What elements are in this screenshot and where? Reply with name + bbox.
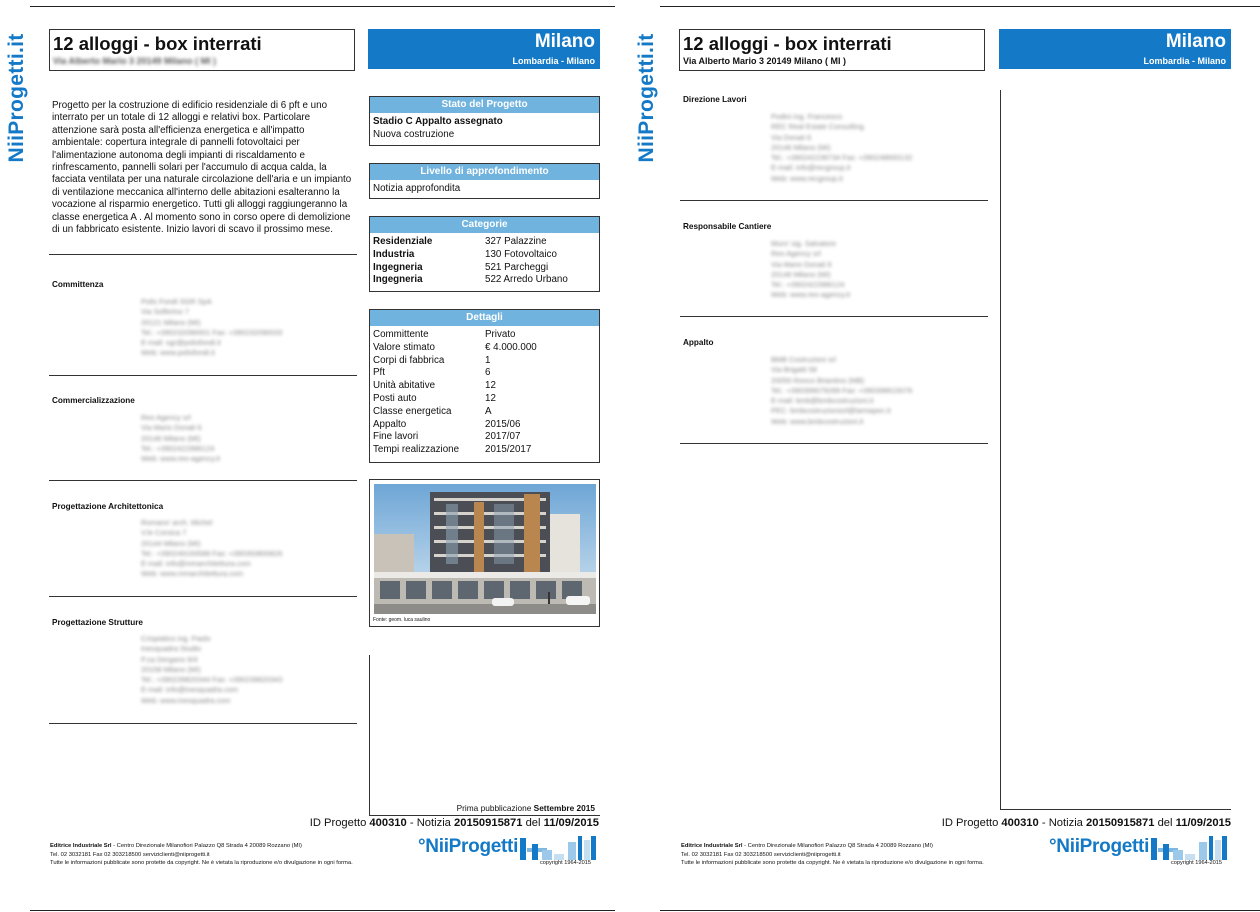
dettaglio-value: 6 — [485, 367, 491, 379]
del-label: del — [1157, 817, 1173, 829]
column-border — [369, 655, 370, 816]
categoria-key: Residenziale — [373, 236, 433, 247]
panel-header: Categorie — [370, 217, 599, 233]
contact-line: Via Donati 6 — [771, 132, 812, 142]
contact-line: PEC: bmbcostruzionisrl@lamiapec.it — [771, 406, 891, 416]
divider — [680, 443, 988, 444]
region-name: Lombardia - Milano — [512, 56, 595, 66]
project-address: Via Alberto Mario 3 20149 Milano ( MI ) — [53, 56, 217, 66]
panel-header: Livello di approfondimento — [370, 164, 599, 180]
notizia-date: 11/09/2015 — [543, 817, 599, 829]
contact-line: 20050 Ronco Briantino (MB) — [771, 375, 865, 385]
categoria-key: Industria — [373, 248, 415, 260]
contact-line: E-mail: sgr@polisfondi.it — [141, 338, 221, 348]
dettaglio-row — [373, 367, 596, 380]
top-rule — [30, 6, 615, 7]
divider — [49, 375, 357, 376]
panel-dettagli — [369, 309, 600, 463]
panel-body — [370, 180, 599, 196]
skyline-logo-icon — [1151, 836, 1229, 860]
divider — [49, 596, 357, 597]
contact-line: Inesquadra Studio — [141, 644, 201, 654]
dettaglio-row — [373, 342, 596, 355]
vertical-brand — [636, 30, 658, 165]
categoria-key: Ingegneria — [373, 261, 423, 273]
contact-block-commercializzazione — [141, 413, 220, 464]
first-publication-value: Settembre 2015 — [533, 803, 595, 813]
contact-line: 20144 Milano (MI) — [141, 538, 201, 548]
dettaglio-value: 2015/06 — [485, 418, 521, 430]
panel-body — [370, 113, 599, 142]
divider — [49, 723, 357, 724]
publisher-footer — [50, 842, 353, 868]
section-heading-progettazione-architettonica: Progettazione Architettonica — [52, 502, 164, 511]
dettaglio-row — [373, 419, 596, 432]
contact-line: E-mail: info@inesquadra.com — [141, 685, 239, 695]
bottom-rule — [30, 910, 615, 911]
divider — [369, 815, 600, 816]
stato-type: Nuova costruzione — [373, 128, 455, 140]
vertical-brand-text: NiiProgetti.it — [635, 32, 658, 163]
del-label: del — [525, 817, 541, 829]
city-box — [368, 29, 600, 69]
contact-line: Web: www.inesquadra.com — [141, 695, 231, 705]
dettaglio-key: Posti auto — [373, 392, 417, 404]
project-address: Via Alberto Mario 3 20149 Milano ( MI ) — [683, 56, 847, 66]
copyright-notice: Tutte le informazioni pubblicate sono protette da copyright. Ne è vietata la riproduzione e/o divulgazione in ogni forma. — [50, 860, 353, 867]
project-id-line — [942, 817, 1231, 829]
copyright-notice: Tutte le informazioni pubblicate sono protette da copyright. Ne è vietata la riproduzione e/o divulgazione in ogni forma. — [681, 860, 984, 867]
top-rule — [660, 6, 1260, 7]
divider — [680, 200, 988, 201]
contact-line: 20121 Milano (MI) — [141, 317, 201, 327]
project-title: 12 alloggi - box interrati — [683, 33, 892, 54]
contact-line: Romano' arch. Michel — [141, 518, 213, 527]
dettaglio-value: 2015/2017 — [485, 444, 532, 456]
dettaglio-value: Privato — [485, 329, 516, 340]
notizia-id: 20150915871 — [1086, 817, 1155, 829]
divider — [1000, 809, 1231, 810]
contact-block-committenza — [141, 297, 282, 359]
city-name: Milano — [534, 31, 595, 52]
contact-line: Web: www.bmbcostruzioni.it — [771, 416, 864, 426]
project-title: 12 alloggi - box interrati — [53, 33, 262, 54]
contact-block-direzione-lavori — [771, 112, 912, 184]
dettaglio-key: Committente — [373, 329, 429, 340]
vertical-brand — [6, 30, 28, 165]
dettaglio-value: 12 — [485, 380, 496, 392]
title-box — [49, 29, 355, 71]
dettaglio-value: A — [485, 405, 492, 417]
bottom-rule — [660, 910, 1260, 911]
first-publication-label: Prima pubblicazione — [456, 803, 532, 813]
building-rendering — [374, 484, 596, 614]
contact-line: Tel.: +390239820344 Fax: +390239820343 — [141, 675, 283, 685]
contact-line: Tel.: +3902422996124 — [141, 443, 215, 453]
contact-line: V.le Corsica 7 — [141, 528, 187, 538]
publisher-address: - Centro Direzionale Milanofiori Palazzo Q8 Strada 4 20089 Rozzano (MI) — [111, 843, 302, 849]
dettaglio-row — [373, 431, 596, 444]
contact-block-progettazione-architettonica — [141, 518, 282, 580]
contact-line: Tel.: +390232090001 Fax: +390232090033 — [141, 327, 283, 337]
categoria-value: 327 Palazzine — [485, 236, 547, 247]
project-id: 400310 — [1001, 817, 1039, 829]
section-heading-direzione-lavori: Direzione Lavori — [683, 95, 747, 104]
copyright-year: copyright 1964-2015 — [1171, 860, 1223, 866]
contact-block-appalto — [771, 355, 912, 427]
panel-header: Stato del Progetto — [370, 97, 599, 113]
contact-line: Web: www.mmarchitettura.com — [141, 569, 244, 579]
column-border — [1000, 90, 1001, 810]
divider — [49, 480, 357, 481]
contact-line: 20146 Milano (MI) — [771, 269, 831, 279]
contact-line: Tel.: +390242239734 Fax: +390248693132 — [771, 153, 913, 163]
dettaglio-row — [373, 329, 596, 342]
contact-line: Via Mario Donati 6 — [141, 423, 202, 433]
contact-line: 20146 Milano (MI) — [771, 142, 831, 152]
categoria-row — [373, 262, 596, 275]
dettaglio-value: € 4.000.000 — [485, 341, 537, 353]
panel-body — [370, 326, 599, 457]
publisher-name: Editrice Industriale Srl — [681, 843, 743, 849]
project-id: 400310 — [369, 817, 407, 829]
project-photo-box — [369, 479, 600, 627]
dettaglio-key: Corpi di fabbrica — [373, 354, 445, 366]
publisher-name: Editrice Industriale Srl — [50, 843, 112, 849]
categoria-key: Ingegneria — [373, 274, 423, 286]
contact-line: P.za Dergano 9/4 — [141, 654, 198, 664]
page-2 — [630, 0, 1260, 912]
dettaglio-key: Fine lavori — [373, 431, 419, 443]
dettaglio-row — [373, 406, 596, 419]
dettaglio-row — [373, 355, 596, 368]
categoria-value: 521 Parcheggi — [485, 261, 549, 273]
contact-line: E-mail: info@recgroup.it — [771, 163, 851, 173]
contact-line: Web: www.polisfondi.it — [141, 348, 215, 358]
panel-body — [370, 233, 599, 287]
categoria-row — [373, 236, 596, 249]
contact-line: Via Mario Donati 6 — [771, 259, 832, 269]
divider — [680, 316, 988, 317]
dettaglio-key: Classe energetica — [373, 405, 452, 417]
notizia-label: - Notizia — [1038, 817, 1083, 829]
dettaglio-value: 12 — [485, 392, 496, 404]
contact-line: 20158 Milano (MI) — [141, 664, 201, 674]
id-prefix: ID Progetto — [941, 817, 999, 829]
dettaglio-value: 1 — [485, 354, 491, 366]
notizia-id: 20150915871 — [454, 817, 523, 829]
contact-line: Reo Agency srl — [141, 413, 191, 422]
region-name: Lombardia - Milano — [1143, 56, 1226, 66]
panel-stato-progetto — [369, 96, 600, 146]
dettaglio-key: Pft — [373, 367, 385, 379]
first-publication — [449, 803, 595, 813]
stato-stage: Stadio C Appalto assegnato — [373, 116, 503, 127]
contact-line: Via Brigatti 58 — [771, 365, 817, 375]
notizia-label: - Notizia — [406, 817, 451, 829]
notizia-date: 11/09/2015 — [1175, 817, 1231, 829]
section-heading-responsabile-cantiere: Responsabile Cantiere — [683, 222, 772, 231]
dettaglio-key: Unità abitative — [373, 380, 436, 392]
contact-line: E-mail: info@mmarchitettura.com — [141, 559, 251, 569]
contact-line: Muro' sig. Salvatore — [771, 239, 837, 248]
panel-livello — [369, 163, 600, 199]
contact-line: Polis Fondi SGR SpA — [141, 297, 212, 306]
livello-value: Notizia approfondita — [373, 183, 461, 194]
panel-header: Dettagli — [370, 310, 599, 326]
contact-line: BMB Costruzioni srl — [771, 355, 836, 364]
dettaglio-row — [373, 444, 596, 457]
contact-line: Web: www.recgroup.it — [771, 173, 843, 183]
dettaglio-key: Valore stimato — [373, 341, 435, 353]
contact-line: Crispiatico ing. Paolo — [141, 634, 211, 643]
city-box — [999, 29, 1231, 69]
panel-categorie — [369, 216, 600, 292]
section-heading-progettazione-strutture: Progettazione Strutture — [52, 618, 143, 627]
section-heading-committenza: Committenza — [52, 280, 104, 289]
contact-line: Tel.: +390399079289 Fax: +390398615076 — [771, 385, 913, 395]
divider — [49, 254, 357, 255]
niiprogetti-logo: °NiiProgetti — [1049, 836, 1150, 857]
city-name: Milano — [1165, 31, 1226, 52]
niiprogetti-logo: °NiiProgetti — [418, 836, 519, 857]
project-description: Progetto per la costruzione di edificio residenziale di 6 pft e uno interrato per un totale di 12 alloggi e relativi box. Particolare attenzione sarà posta all'efficienza energetica e all'impatto ambientale: copertura integrale di pannelli fotovoltaici per l'alimentazione autonoma degli impianti di riscaldamento e rinfrescamento, pannelli solari per l'accumulo di acqua calda, la facciata ventilata per una naturale circolazione dell'aria e un impianto di ventilazione meccanica all'interno delle abitazioni esalteranno la vocazione al risparmio energetico. Tutti gli alloggi raggiungeranno la classe energetica A . Al momento sono in corso opere di demolizione di un fabbricato esistente. Inizio lavori di scavo il prossimo mese. — [52, 100, 352, 236]
publisher-address: - Centro Direzionale Milanofiori Palazzo Q8 Strada 4 20089 Rozzano (MI) — [742, 843, 933, 849]
id-prefix: ID Progetto — [309, 817, 367, 829]
dettaglio-key: Appalto — [373, 418, 407, 430]
dettaglio-value: 2017/07 — [485, 431, 521, 443]
contact-line: Web: www.reo-agency.it — [141, 454, 221, 464]
title-box — [679, 29, 985, 71]
categoria-row — [373, 274, 596, 287]
section-heading-commercializzazione: Commercializzazione — [52, 396, 135, 405]
section-heading-appalto: Appalto — [683, 338, 714, 347]
vertical-brand-text: NiiProgetti.it — [5, 32, 28, 163]
contact-line: E-mail: bmb@bmbcostruzioni.it — [771, 396, 874, 406]
project-id-line — [310, 817, 599, 829]
contact-line: Web: www.reo-agency.it — [771, 290, 851, 300]
photo-caption: Fonte: geom. luca saulino — [373, 617, 431, 623]
publisher-footer — [681, 842, 984, 868]
contact-line: Tel.: +390249193588 Fax: +390393800826 — [141, 548, 283, 558]
skyline-logo-icon — [520, 836, 598, 860]
dettaglio-key: Tempi realizzazione — [373, 444, 460, 456]
contact-line: Podini ing. Francesco — [771, 112, 843, 121]
categoria-value: 522 Arredo Urbano — [485, 274, 568, 286]
publisher-contacts: Tel. 02 3032181 Fax 02 303218500 serviziclienti@niiprogetti.it — [50, 851, 210, 858]
categoria-value: 130 Fotovoltaico — [485, 248, 557, 260]
dettaglio-row — [373, 380, 596, 393]
contact-line: 20146 Milano (MI) — [141, 433, 201, 443]
contact-block-responsabile-cantiere — [771, 239, 850, 301]
contact-block-progettazione-strutture — [141, 634, 282, 706]
publisher-contacts: Tel. 02 3032181 Fax 02 303218500 serviziclienti@niiprogetti.it — [681, 851, 841, 858]
contact-line: Via Solferino 7 — [141, 307, 189, 317]
dettaglio-row — [373, 393, 596, 406]
contact-line: Reo Agency srl — [771, 249, 821, 259]
categoria-row — [373, 249, 596, 262]
contact-line: Tel.: +3902422996124 — [771, 280, 845, 290]
contact-line: REC Real Estate Consulting — [771, 122, 864, 132]
copyright-year: copyright 1964-2015 — [540, 860, 592, 866]
